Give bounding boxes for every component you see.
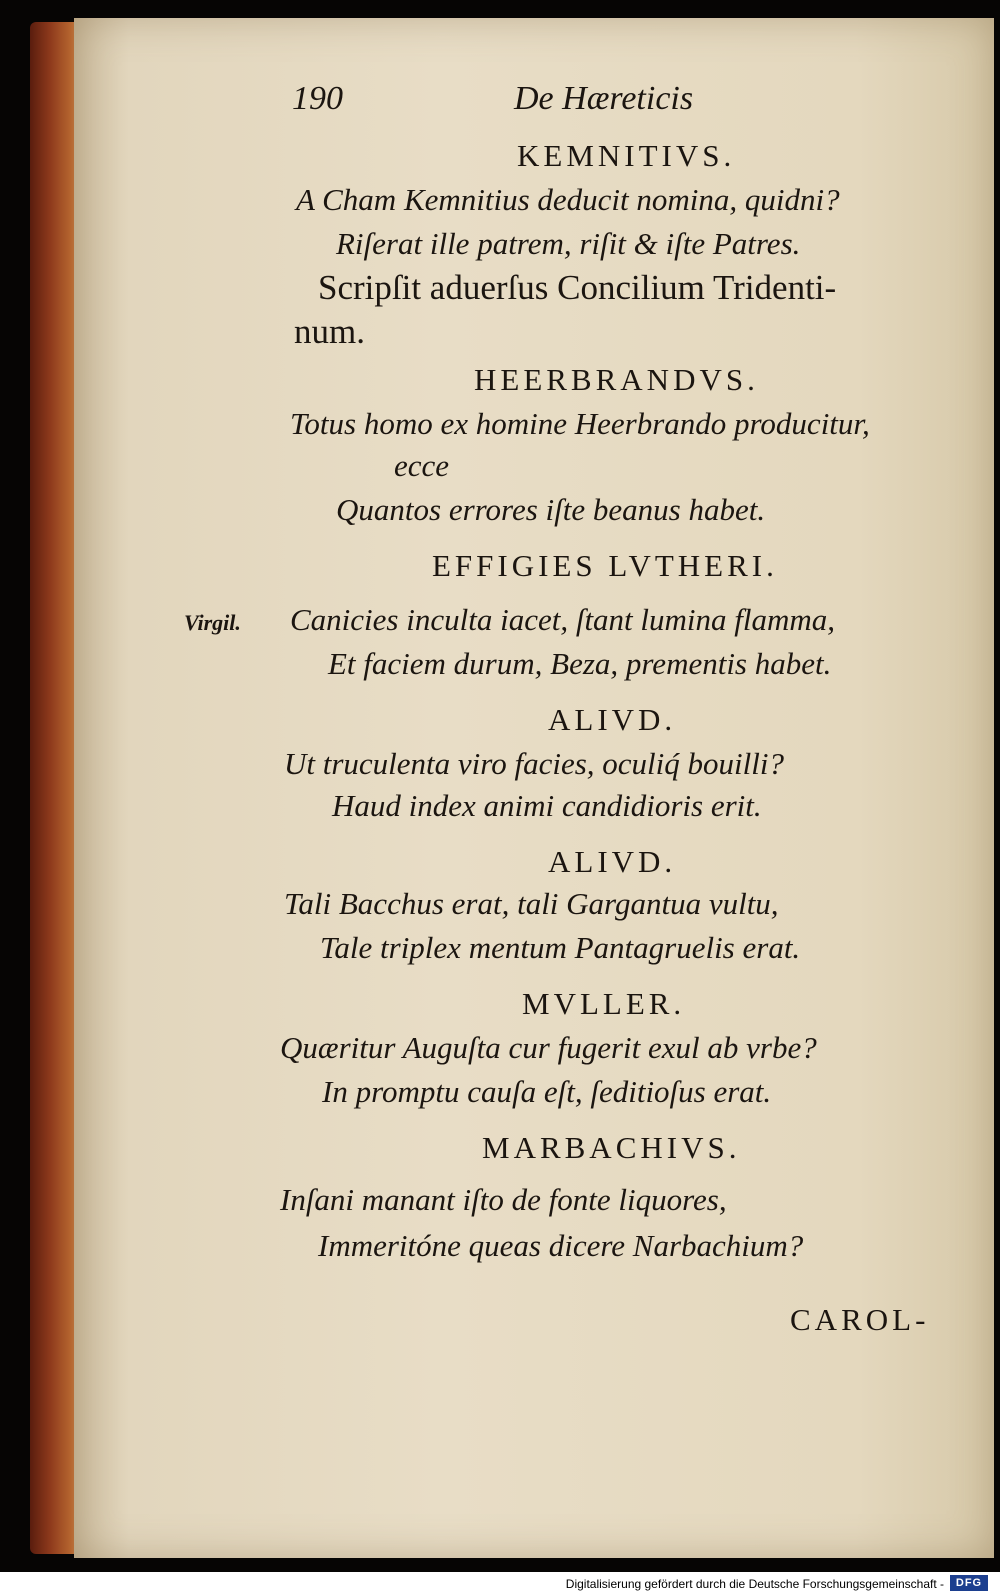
verse-line: Tali Bacchus erat, tali Gargantua vultu, bbox=[284, 886, 779, 921]
prose-line: Scripſit aduerſus Concilium Tridenti- bbox=[318, 268, 837, 307]
verse-line: In promptu cauſa eſt, ſeditioſus erat. bbox=[322, 1074, 772, 1109]
verse-line: Haud index animi candidioris erit. bbox=[332, 788, 762, 823]
section-heading: KEMNITIVS. bbox=[517, 138, 736, 173]
book-page bbox=[74, 18, 994, 1558]
margin-note: Virgil. bbox=[184, 610, 241, 635]
verse-line: ecce bbox=[394, 448, 450, 483]
section-heading: EFFIGIES LVTHERI. bbox=[432, 548, 778, 583]
verse-line: Canicies inculta iacet, ſtant lumina flamma, bbox=[290, 602, 836, 637]
section-heading: ALIVD. bbox=[548, 844, 677, 879]
running-head: De Hæreticis bbox=[514, 80, 694, 117]
section-heading: ALIVD. bbox=[548, 702, 677, 737]
verse-line: Quæritur Auguſta cur fugerit exul ab vrbe? bbox=[280, 1030, 817, 1065]
verse-line: Quantos errores iſte beanus habet. bbox=[336, 492, 766, 527]
dfg-logo: DFG bbox=[950, 1575, 988, 1591]
catchword: CAROL- bbox=[790, 1302, 930, 1337]
verse-line: A Cham Kemnitius deducit nomina, quidni? bbox=[296, 182, 840, 217]
verse-line: Tale triplex mentum Pantagruelis erat. bbox=[320, 930, 801, 965]
verse-line: Inſani manant iſto de fonte liquores, bbox=[280, 1182, 727, 1217]
footer-credit: Digitalisierung gefördert durch die Deutsche Forschungsgemeinschaft - bbox=[565, 1577, 944, 1591]
page-number: 190 bbox=[292, 80, 343, 117]
verse-line: Totus homo ex homine Heerbrando producitur, bbox=[290, 406, 870, 441]
section-heading: MVLLER. bbox=[522, 986, 686, 1021]
verse-line: Immeritóne queas dicere Narbachium? bbox=[318, 1228, 804, 1263]
section-heading: HEERBRANDVS. bbox=[474, 362, 759, 397]
prose-line: num. bbox=[294, 312, 365, 351]
section-heading: MARBACHIVS. bbox=[482, 1130, 741, 1165]
verse-line: Riſerat ille patrem, riſit & iſte Patres. bbox=[336, 226, 801, 261]
verse-line: Ut truculenta viro facies, oculiq́ bouilli? bbox=[284, 746, 784, 781]
verse-line: Et faciem durum, Beza, prementis habet. bbox=[328, 646, 832, 681]
